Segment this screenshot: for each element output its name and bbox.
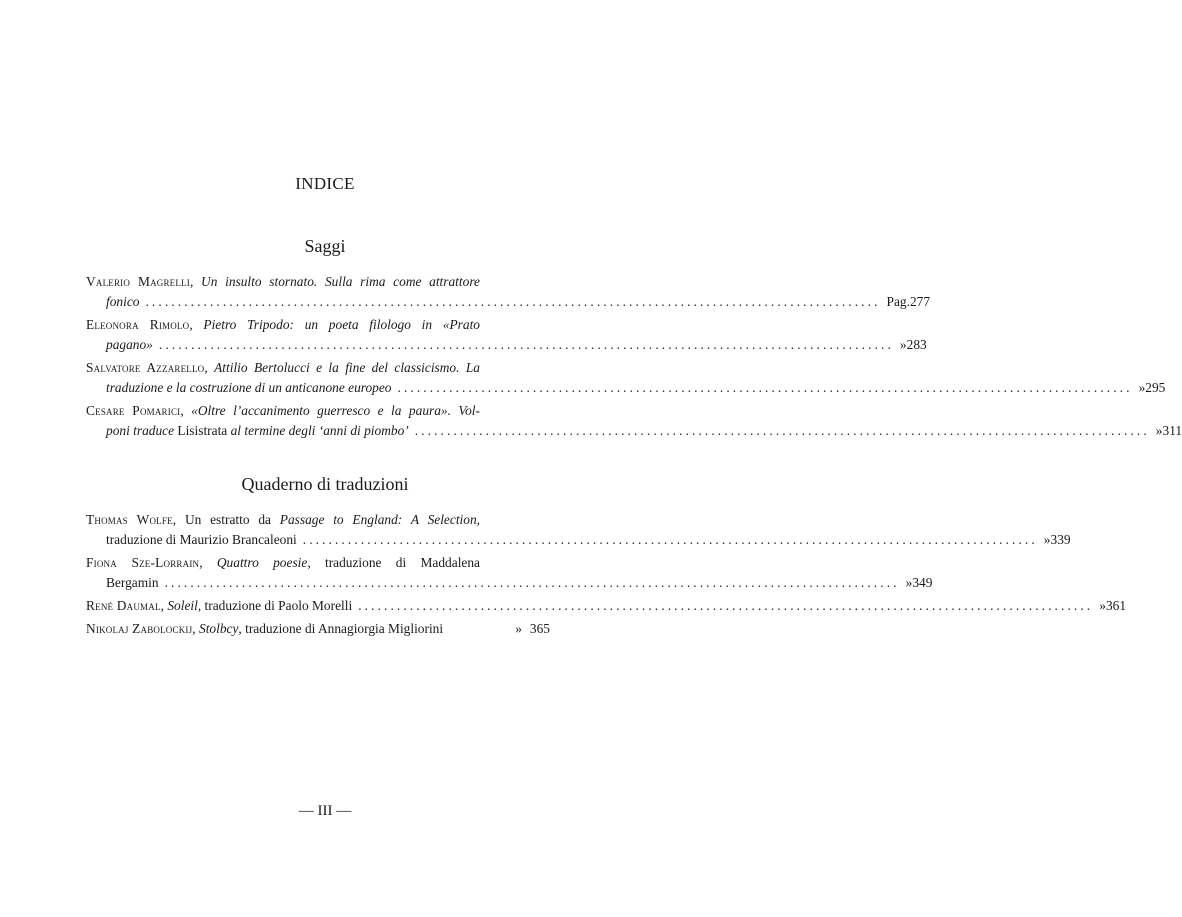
title-part: poni traduce: [106, 423, 175, 438]
entry-title: Pietro Tripodo: un poeta filologo in «Prato: [203, 317, 480, 332]
pag-label: »: [1099, 598, 1106, 613]
entry-title: «Oltre l’accanimento guerresco e la paura». Vol-: [191, 403, 480, 418]
page-title: INDICE: [295, 174, 355, 193]
entry-title: Quattro poesie: [216, 555, 308, 570]
entry-author: Nikolaj Zabolockij: [86, 621, 193, 636]
title-part: ,: [160, 598, 168, 613]
title-part: , Un estratto da: [172, 512, 280, 527]
leader-dots: ..................................................................................................................: [145, 294, 881, 309]
title-part: , traduzione di Paolo Morelli: [197, 598, 353, 613]
leader-dots: ..................................................................................................................: [414, 423, 1150, 438]
page-number: 311: [1162, 423, 1182, 438]
title-part: al termine degli ‘anni di piombo’: [230, 423, 409, 438]
page-number: 277: [909, 294, 931, 309]
translator-credit: traduzione di Maurizio Brancaleoni: [106, 532, 297, 547]
leader-dots: ..................................................................................................................: [397, 380, 1133, 395]
entry-title-continued: fonico: [106, 294, 140, 309]
pag-label: »: [1043, 532, 1051, 547]
pag-label: Pag.: [886, 294, 910, 309]
pag-label: »: [1138, 380, 1146, 395]
toc-entry[interactable]: [86, 315, 927, 355]
title-part: ,: [199, 555, 217, 570]
toc-entry[interactable]: [86, 358, 1166, 398]
toc-quaderno: [86, 510, 1127, 642]
entry-author: Eleonora Rimolo: [86, 317, 190, 332]
page-number: 339: [1050, 532, 1071, 547]
title-part: ,: [192, 621, 199, 636]
separator: ,: [180, 403, 192, 418]
separator: ,: [204, 360, 215, 375]
entry-text: [86, 596, 352, 616]
translator-credit: Bergamin: [106, 575, 159, 590]
page-number: 361: [1105, 598, 1127, 613]
leader-dots: ..................................................................................................................: [164, 575, 900, 590]
entry-title: Passage to England: A Selection: [279, 512, 477, 527]
entry-author: Fiona Sze-Lorrain: [86, 555, 200, 570]
entry-title-continued: pagano»: [106, 337, 153, 352]
entry-title-continued: traduzione e la costruzione di un anticanone europeo: [106, 380, 392, 395]
toc-entry[interactable]: [86, 596, 1127, 616]
entry-author: Salvatore Azzarello: [86, 360, 205, 375]
separator: ,: [189, 274, 202, 289]
title-part: Lisistrata: [174, 423, 231, 438]
page-number: 295: [1145, 380, 1166, 395]
toc-entry[interactable]: [86, 401, 1182, 441]
section-heading-saggi: Saggi: [304, 236, 346, 256]
toc-saggi: [86, 272, 1182, 444]
toc-entry[interactable]: [86, 272, 931, 312]
pag-label: »: [1155, 423, 1163, 438]
leader-dots: ..................................................................................................................: [302, 532, 1038, 547]
entry-title: Stolbcy: [199, 621, 239, 636]
separator: ,: [189, 317, 204, 332]
page-number: 365: [529, 621, 550, 636]
entry-author: Cesare Pomarici: [86, 403, 181, 418]
leader-dots: ..................................................................................................................: [358, 598, 1094, 613]
toc-entry[interactable]: [86, 510, 1071, 550]
title-part: ,: [476, 512, 481, 527]
toc-entry[interactable]: [86, 619, 550, 639]
entry-title: Soleil: [167, 598, 198, 613]
entry-title: Attilio Bertolucci e la fine del classicismo. La: [214, 360, 480, 375]
pag-label: »: [899, 337, 907, 352]
page-number: 283: [906, 337, 927, 352]
entry-author: René Daumal: [86, 598, 161, 613]
entry-text: [86, 619, 443, 639]
pag-label: »: [905, 575, 913, 590]
leader-dots: ..................................................................................................................: [158, 337, 894, 352]
toc-entry[interactable]: [86, 553, 933, 593]
entry-author: Thomas Wolfe: [86, 512, 173, 527]
section-heading-quaderno: Quaderno di traduzioni: [241, 474, 409, 494]
page-number: 349: [912, 575, 933, 590]
entry-author: Valerio Magrelli: [86, 274, 190, 289]
entry-title: Un insulto stornato. Sulla rima come attrattore: [201, 274, 480, 289]
entry-title-continued: [106, 421, 409, 441]
page-folio: — III —: [298, 803, 352, 819]
title-part: , traduzione di Annagiorgia Migliorini: [238, 621, 444, 636]
pag-label: »: [515, 621, 522, 636]
title-part: , traduzione di Maddalena: [307, 555, 480, 570]
